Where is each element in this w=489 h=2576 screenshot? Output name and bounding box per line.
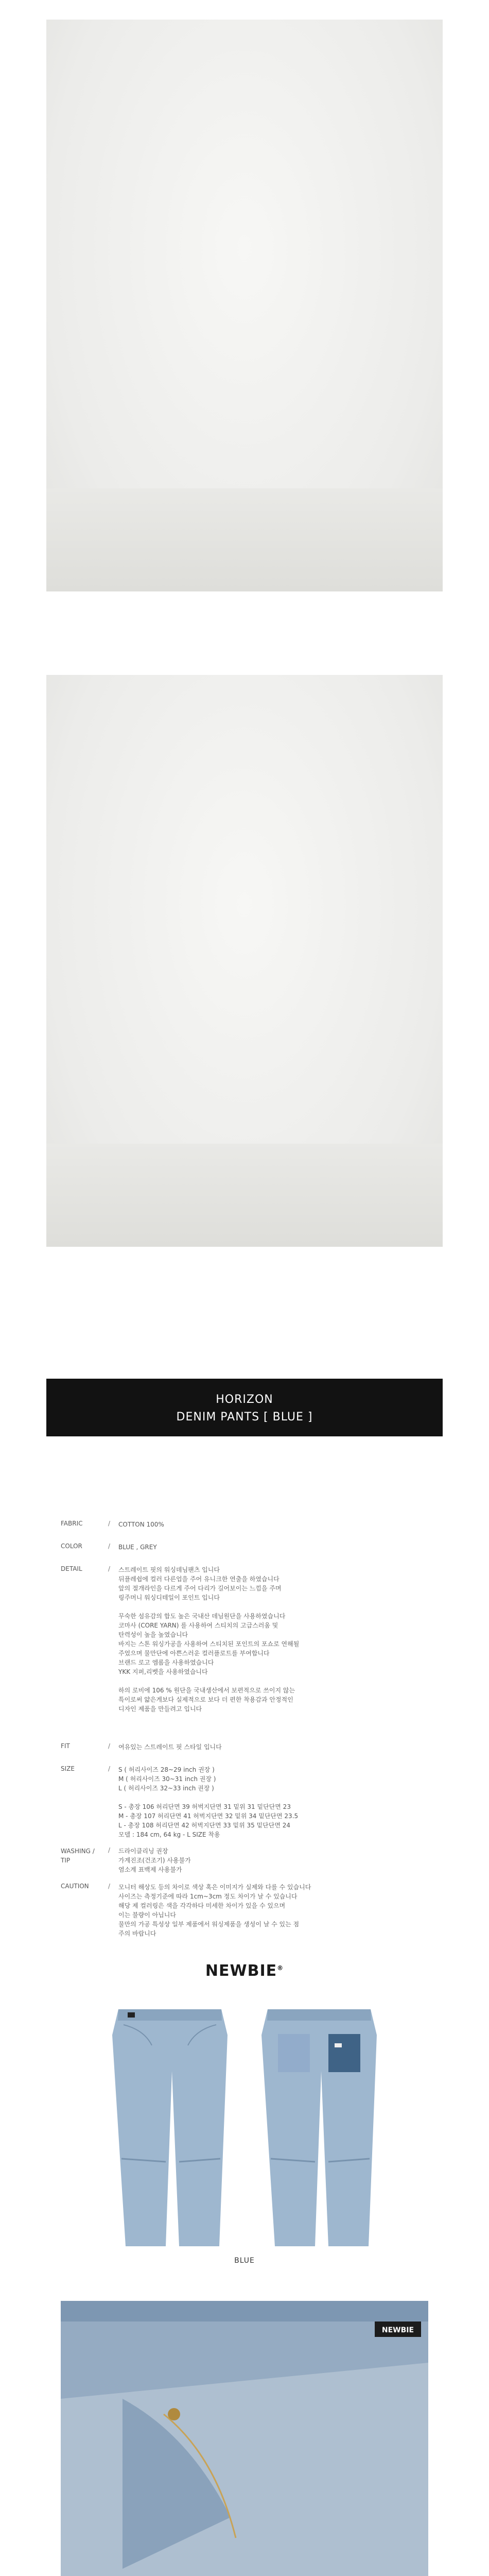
spec-divider: /: [108, 1883, 111, 1890]
flatlay-front-pants: [112, 2009, 228, 2246]
spec-value: BLUE , GREY: [118, 1544, 157, 1551]
spec-value: COTTON 100%: [118, 1521, 164, 1528]
spec-value: 스트레이트 핏의 워싱데님팬츠 입니다 뒤플레쉽에 컬러 다른업을 주어 유니크한 연출을 하였습니다 앞의 절개라인을 다르게 주어 다리가 길어보이는 느낌을 주며 링주머니 워싱디테일이 포인트 입니다 무숙한 섬유감의 합도 높은 국내산 데님원단을 사용하였습니다 코마사 (CORE YARN) 를 사용하여 스티치의 고급스러움 및 탄력성이 높을 높였습니다 바지는 스톤 워싱가공을 사용하여 스티치된 포인트의 포쇼로 연해될 주었으며 물만단에 아쁜스러운 컬러플로트를 부여합니다 브랜드 로고 엠롬을 사용하였습니다 YKK 지퍼,리벳을 사용하였습니다 하의 로비에 106 % 원단을 국내생산에서 보편적으로 쓰이지 않는 특이로써 얇은게보다 실제적으로 보다 더 편한 착용감과 안정적인 디자인 제품을 만들려고 입니다: [118, 1566, 300, 1713]
spec-label: CAUTION: [61, 1883, 89, 1890]
detail-logo-1: NEWBIE: [381, 2326, 414, 2334]
product-title-banner: [46, 1379, 443, 1436]
spec-value: 모니터 해상도 등의 차이로 색상 혹은 이미지가 실제와 다를 수 있습니다 사이즈는 측정기준에 따라 1cm~3cm 정도 차이가 날 수 있습니다 해당 제 컬러링은 색을 각각하다 미세한 차이가 있을 수 있으며 이는 불량이 아닙니다 물만의 가공 특성상 일부 제품에서 워싱제품을 생성이 날 수 있는 점 주의 바랍니다: [118, 1884, 311, 1937]
spec-divider: /: [108, 1520, 111, 1527]
spec-divider: /: [108, 1846, 111, 1854]
spec-table: [61, 1520, 452, 1937]
brand-logo-mark: ®: [277, 1964, 284, 1972]
spec-divider: /: [108, 1543, 111, 1550]
model-photo-front: [46, 20, 443, 591]
spec-label: WASHING / TIP: [61, 1848, 95, 1864]
spec-label: FIT: [61, 1742, 70, 1750]
product-subtitle: DENIM PANTS [ BLUE ]: [176, 1411, 313, 1423]
spec-label: DETAIL: [61, 1565, 82, 1572]
product-title: HORIZON: [216, 1393, 273, 1406]
spec-label: SIZE: [61, 1765, 75, 1772]
spec-divider: /: [108, 1765, 111, 1772]
spec-divider: /: [108, 1742, 111, 1750]
denim-detail-photo-icon: [61, 2301, 428, 2576]
spec-value: 드라이클리닝 권장 가계진조(건조기) 사용불가 염소계 표백제 사용불가: [118, 1848, 191, 1873]
brand-logo-text: NEWBIE: [205, 1962, 277, 1980]
spec-label: COLOR: [61, 1543, 82, 1550]
spec-value: S ( 허리사이즈 28~29 inch 권장 ) M ( 허리사이즈 30~31 inch 권장 ) L ( 허리사이즈 32~33 inch 권장 ) S - 총장 106 허리단면 39 허벅지단면 31 밑위 31 밑단단면 23 M - 총장 107 허리단면 41 허벅지단면 32 밑위 34 밑단단면 23.5 L - 총장 108 허리단면 42 허벅지단면 33 밑위 35 밑단단면 24 모델 : 184 cm, 64 kg - L SIZE 착용: [118, 1766, 299, 1838]
flatlay-back-pants: [261, 2009, 377, 2246]
spec-divider: /: [108, 1565, 111, 1572]
spec-label: FABRIC: [61, 1520, 83, 1527]
flatlay-front-back: [46, 2004, 443, 2251]
color-caption: BLUE: [234, 2257, 255, 2265]
detail-photo-front-pocket: [61, 2301, 428, 2576]
brand-logo: [0, 1962, 489, 1980]
spec-value: 여유있는 스트레이트 핏 스타일 입니다: [118, 1743, 222, 1751]
model-photo-back: [46, 675, 443, 1247]
